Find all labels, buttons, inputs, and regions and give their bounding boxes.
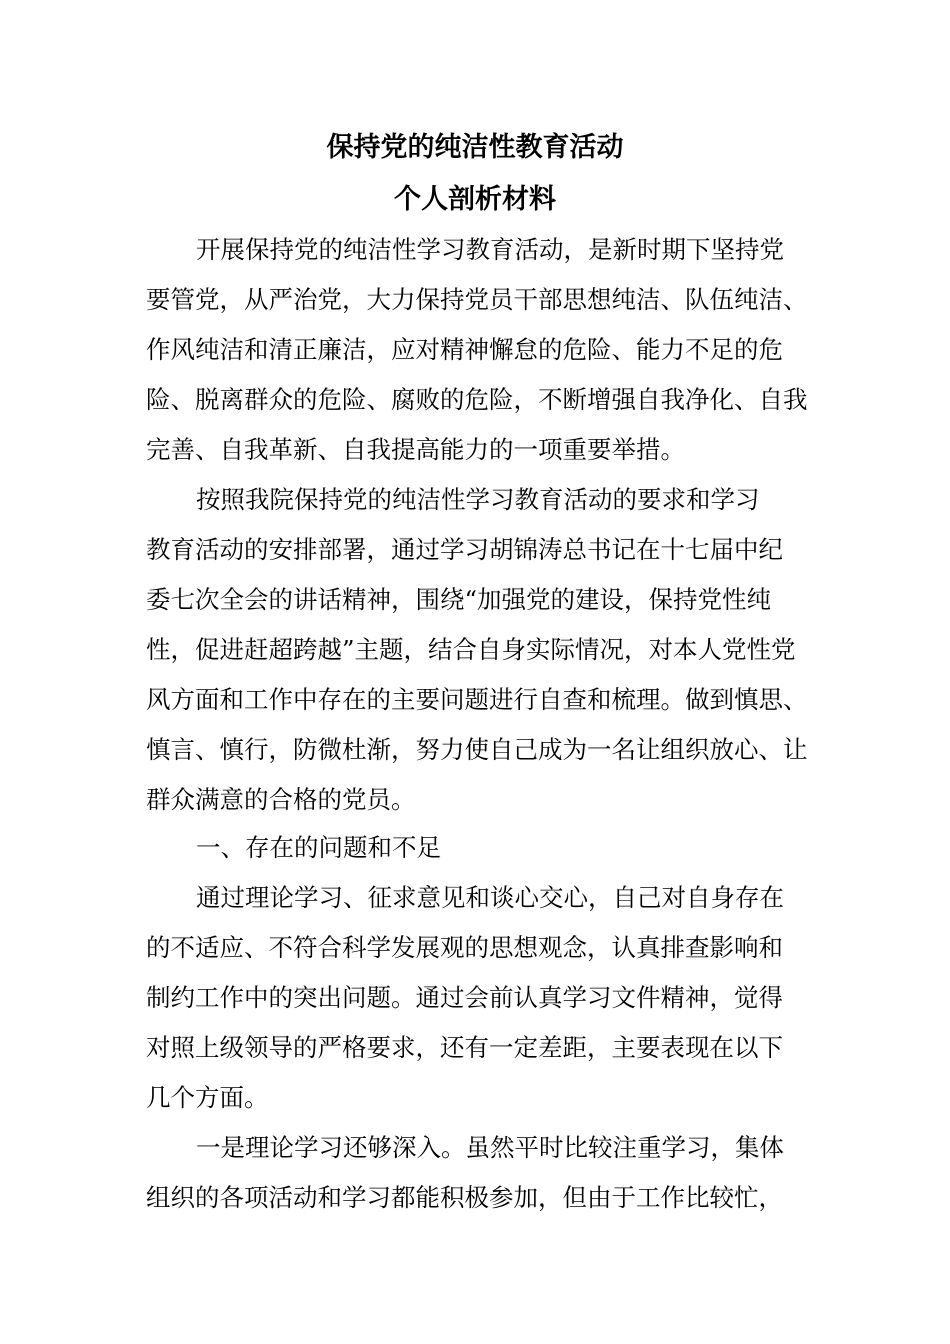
paragraph-line: 的不适应、不符合科学发展观的思想观念，认真排查影响和 bbox=[146, 933, 783, 962]
document-title: 保持党的纯洁性教育活动 bbox=[326, 132, 624, 163]
paragraph-line: 委七次全会的讲话精神，围绕“加强党的建设，保持党性纯 bbox=[146, 585, 772, 614]
section-heading: 一、存在的问题和不足 bbox=[196, 833, 441, 862]
paragraph-line: 一是理论学习还够深入。虽然平时比较注重学习，集体 bbox=[196, 1133, 784, 1162]
paragraph-line: 教育活动的安排部署，通过学习胡锦涛总书记在十七届中纪 bbox=[146, 535, 783, 564]
paragraph-line: 要管党，从严治党，大力保持党员干部思想纯洁、队伍纯洁、 bbox=[146, 285, 808, 314]
paragraph-line: 组织的各项活动和学习都能积极参加，但由于工作比较忙， bbox=[146, 1183, 783, 1212]
paragraph-line: 险、脱离群众的危险、腐败的危险，不断增强自我净化、自我 bbox=[146, 385, 808, 414]
paragraph-line: 开展保持党的纯洁性学习教育活动，是新时期下坚持党 bbox=[196, 235, 784, 264]
paragraph-line: 完善、自我革新、自我提高能力的一项重要举措。 bbox=[146, 435, 685, 464]
paragraph-line: 按照我院保持党的纯洁性学习教育活动的要求和学习 bbox=[196, 485, 760, 514]
paragraph-line: 通过理论学习、征求意见和谈心交心，自己对自身存在 bbox=[196, 883, 784, 912]
document-subtitle: 个人剖析材料 bbox=[394, 184, 556, 215]
paragraph-line: 风方面和工作中存在的主要问题进行自查和梳理。做到慎思、 bbox=[146, 685, 808, 714]
paragraph-line: 对照上级领导的严格要求，还有一定差距，主要表现在以下 bbox=[146, 1033, 783, 1062]
paragraph-line: 制约工作中的突出问题。通过会前认真学习文件精神，觉得 bbox=[146, 983, 783, 1012]
paragraph-line: 作风纯洁和清正廉洁，应对精神懈怠的危险、能力不足的危 bbox=[146, 335, 783, 364]
paragraph-line: 几个方面。 bbox=[146, 1083, 269, 1112]
paragraph-line: 慎言、慎行，防微杜渐，努力使自己成为一名让组织放心、让 bbox=[146, 735, 808, 764]
paragraph-line: 性，促进赶超跨越”主题，结合自身实际情况，对本人党性党 bbox=[146, 635, 796, 664]
paragraph-line: 群众满意的合格的党员。 bbox=[146, 785, 416, 814]
